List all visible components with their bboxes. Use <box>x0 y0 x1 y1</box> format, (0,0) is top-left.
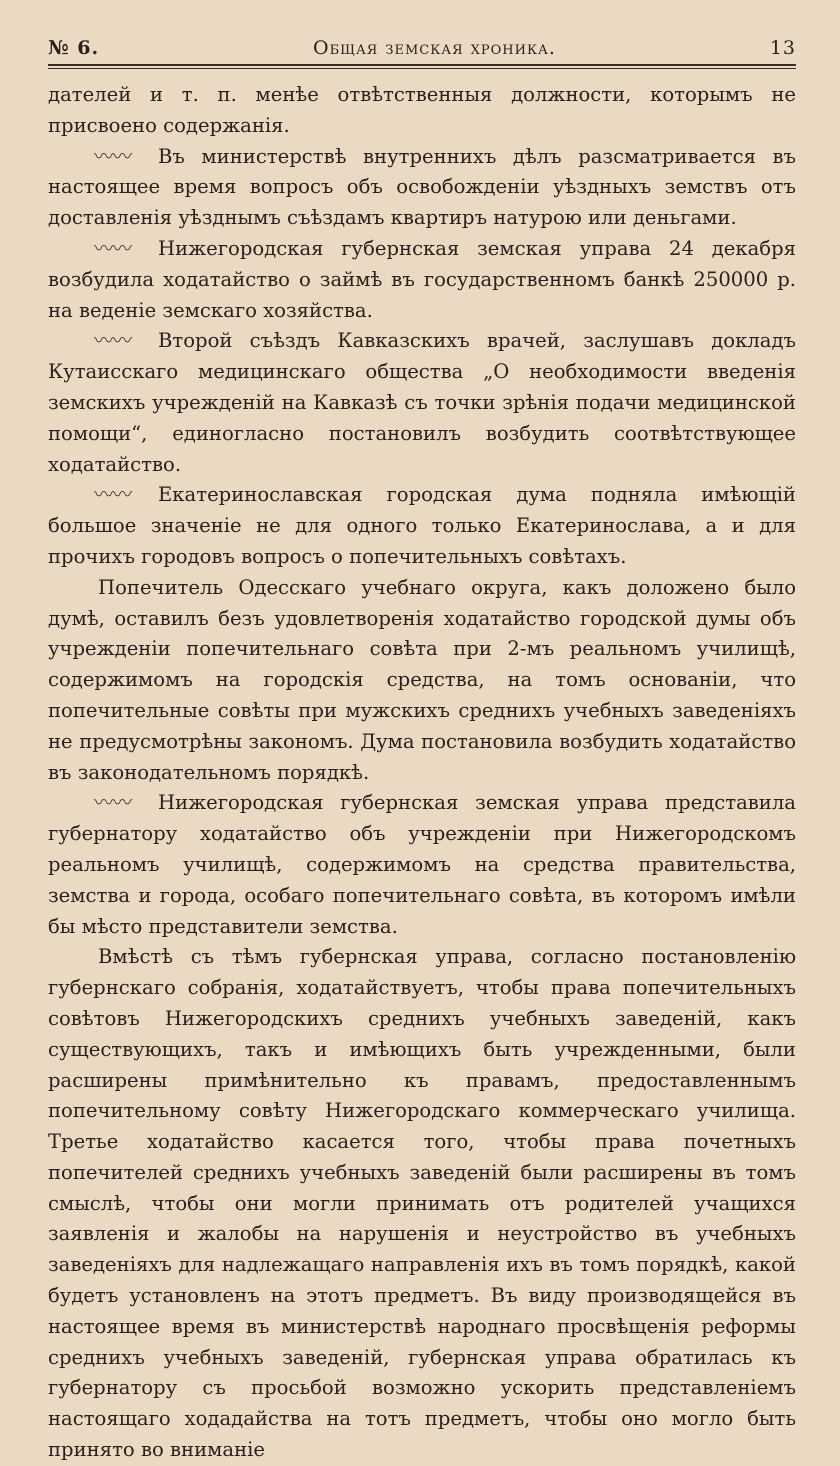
body-text <box>48 80 796 1466</box>
header-rule-thin <box>48 68 796 69</box>
news-item: 〰〰 Екатеринославская городская дума подняла имѣющій большое значеніе не для одного только Екатеринослава, а и для прочихъ городовъ вопросъ о попечительныхъ совѣтахъ. <box>48 480 796 572</box>
item-marker: 〰〰 <box>94 144 132 168</box>
paragraph-continuation: дателей и т. п. менѣе отвѣтственныя должности, которымъ не присвоено содержанія. <box>48 83 796 137</box>
header-rule <box>48 64 796 66</box>
paragraph: Вмѣстѣ съ тѣмъ губернская управа, согласно постановленію губернскаго собранія, ходатайствуетъ, чтобы права попечительныхъ совѣтовъ Нижегородскихъ среднихъ учебныхъ заведеній, какъ существующихъ, такъ и имѣющихъ быть учрежденными, были расширены примѣнительно къ правамъ, предоставленнымъ попечительному совѣту Нижегородскаго коммерческаго училища. Третье ходатайство касается того, чтобы права почетныхъ попечителей среднихъ учебныхъ заведеній были расширены въ томъ смыслѣ, чтобы они могли принимать отъ родителей учащихся заявленія и жалобы на нарушенія и неустройство въ учебныхъ заведеніяхъ для надлежащаго направленія ихъ въ томъ порядкѣ, какой будетъ установленъ на этотъ предметъ. Въ виду производящейся въ настоящее время въ министерствѣ народнаго просвѣщенія реформы среднихъ учебныхъ заведеній, губернская управа обратилась къ губернатору съ просьбой возможно ускорить представленіемъ настоящаго ходадайства на тотъ предметъ, чтобы оно могло быть принято во вниманіе <box>48 945 796 1462</box>
section-title: Общая земская хроника. <box>313 37 556 59</box>
item-marker: 〰〰 <box>94 483 132 507</box>
item-marker: 〰〰 <box>94 329 132 353</box>
issue-number: № 6. <box>48 37 100 59</box>
news-item: 〰〰 Нижегородская губернская земская управа представила губернатору ходатайство объ учрежденіи при Нижегородскомъ реальномъ училищѣ, содержимомъ на средства правительства, земства и города, особаго попечительнаго совѣта, въ которомъ имѣли бы мѣсто представители земства. <box>48 788 796 942</box>
item-marker: 〰〰 <box>94 791 132 815</box>
running-header <box>48 34 796 62</box>
news-item: 〰〰 Нижегородская губернская земская управа 24 декабря возбудила ходатайство о займѣ въ государственномъ банкѣ 250000 р. на веденіе земскаго хозяйства. <box>48 234 796 326</box>
item-marker: 〰〰 <box>94 236 132 260</box>
paragraph: Попечитель Одесскаго учебнаго округа, какъ доложено было думѣ, оставилъ безъ удовлетворенія ходатайство городской думы объ учрежденіи попечительнаго совѣта при 2-мъ реальномъ училищѣ, содержимомъ на городскія средства, на томъ основаніи, что попечительные совѣты при мужскихъ среднихъ учебныхъ заведеніяхъ не предусмотрѣны закономъ. Дума постановила возбудить ходатайство въ законодательномъ порядкѣ. <box>48 575 796 784</box>
news-item: 〰〰 Второй съѣздъ Кавказскихъ врачей, заслушавъ докладъ Кутаисскаго медицинскаго общества „О необходимости введенія земскихъ учрежденій на Кавказѣ съ точки зрѣнія подачи медицинской помощи“, единогласно постановилъ возбудить соотвѣтствующее ходатайство. <box>48 326 796 480</box>
page-number: 13 <box>769 37 796 59</box>
news-item: 〰〰 Въ министерствѣ внутреннихъ дѣлъ разсматривается въ настоящее время вопросъ объ освобожденіи уѣздныхъ земствъ отъ доставленія уѣзднымъ съѣздамъ квартиръ натурою или деньгами. <box>48 142 796 234</box>
